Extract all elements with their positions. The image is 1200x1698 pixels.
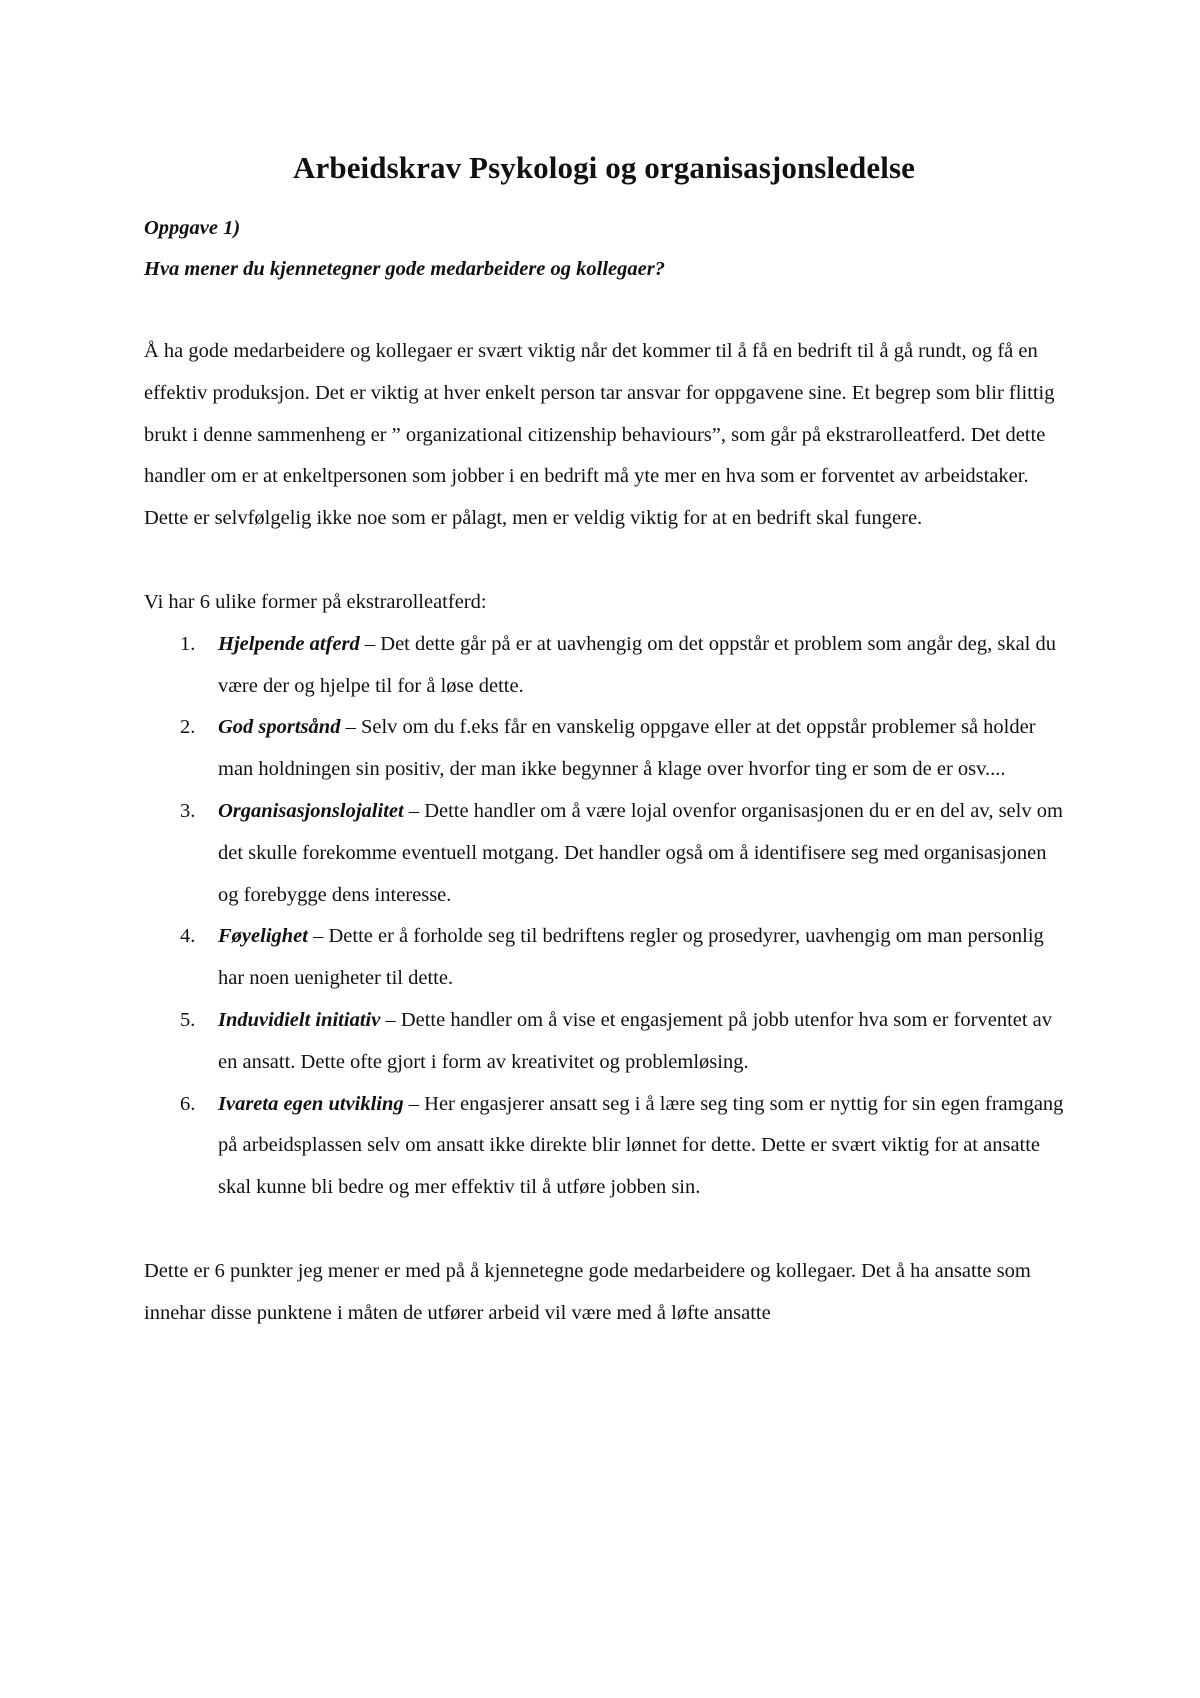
list-item-number: 2. [180, 716, 196, 739]
task-question: Hva mener du kjennetegner gode medarbeidere og kollegaer? [144, 258, 665, 280]
list-item-term: Induvidielt initiativ [218, 1008, 381, 1031]
list-item-number: 6. [180, 1092, 196, 1115]
list-item-text: – Dette er å forholde seg til bedriftens regler og prosedyrer, uavhengig om man personlig har noen uenigheter til dette. [218, 925, 1044, 990]
list-item-text: – Her engasjerer ansatt seg i å lære seg ting som er nyttig for sin egen framgang på arbeidsplassen selv om ansatt ikke direkte blir lønnet for dette. Dette er svært viktig for at ansatte skal kunne bli bedre og mer effektiv til å utføre jobben sin. [218, 1092, 1064, 1199]
list-item-term: God sportsånd [218, 716, 341, 739]
list-item-term: Organisasjonslojalitet [218, 799, 404, 822]
closing-paragraph: Dette er 6 punkter jeg mener er med på å kjennetegne gode medarbeidere og kollegaer. Det å ha ansatte som innehar disse punktene i måten de utfører arbeid vil være med å løfte ansatte [144, 1259, 1031, 1324]
paragraph-spacer [144, 1209, 1064, 1251]
list-item-text: – Dette handler om å vise et engasjement på jobb utenfor hva som er forventet av en ansatt. Dette ofte gjort i form av kreativitet og problemløsing. [218, 1008, 1053, 1073]
list-item-text: – Det dette går på er at uavhengig om det oppstår et problem som angår deg, skal du være der og hjelpe til for å løse dette. [218, 632, 1056, 697]
list-item-number: 4. [180, 925, 196, 948]
list-item-term: Hjelpende atferd [218, 632, 360, 655]
list-item-number: 1. [180, 632, 196, 655]
list-intro: Vi har 6 ulike former på ekstrarolleatferd: [144, 590, 487, 613]
task-label: Oppgave 1) [144, 217, 241, 239]
list-item-term: Ivareta egen utvikling [218, 1092, 404, 1115]
list-item-text: – Dette handler om å være lojal ovenfor organisasjonen du er en del av, selv om det skulle forekomme eventuell motgang. Det handler også om å identifisere seg med organisasjonen og forebygge dens interesse. [218, 799, 1063, 906]
intro-paragraph: Å ha gode medarbeidere og kollegaer er svært viktig når det kommer til å få en bedrift til å gå rundt, og få en effektiv produksjon. Det er viktig at hver enkelt person tar ansvar for oppgavene sine. Et begrep som blir flittig brukt i denne sammenheng er ” organizational citizenship behaviours”, som går på ekstrarolleatferd. Det dette handler om er at enkeltpersonen som jobber i en bedrift må yte mer en hva som er forventet av arbeidstaker. Dette er selvfølgelig ikke noe som er pålagt, men er veldig viktig for at en bedrift skal fungere. [144, 340, 1055, 530]
list-item [144, 1000, 1064, 1084]
list-item [144, 624, 1064, 708]
list-item-term: Føyelighet [218, 925, 308, 948]
list-item [144, 916, 1064, 1000]
list-item-number: 3. [180, 799, 196, 822]
document-body [144, 138, 1064, 1335]
paragraph-spacer [144, 540, 1064, 582]
list-item [144, 1084, 1064, 1209]
list-item [144, 707, 1064, 791]
list-item-text: – Selv om du f.eks får en vanskelig oppgave eller at det oppstår problemer så holder man holdningen sin positiv, der man ikke begynner å klage over hvorfor ting er som de er osv.... [218, 716, 1036, 781]
document-title: Arbeidskrav Psykologi og organisasjonsledelse [293, 150, 915, 185]
ekstrarolleatferd-list [144, 624, 1064, 1209]
list-item [144, 791, 1064, 916]
list-item-number: 5. [180, 1008, 196, 1031]
